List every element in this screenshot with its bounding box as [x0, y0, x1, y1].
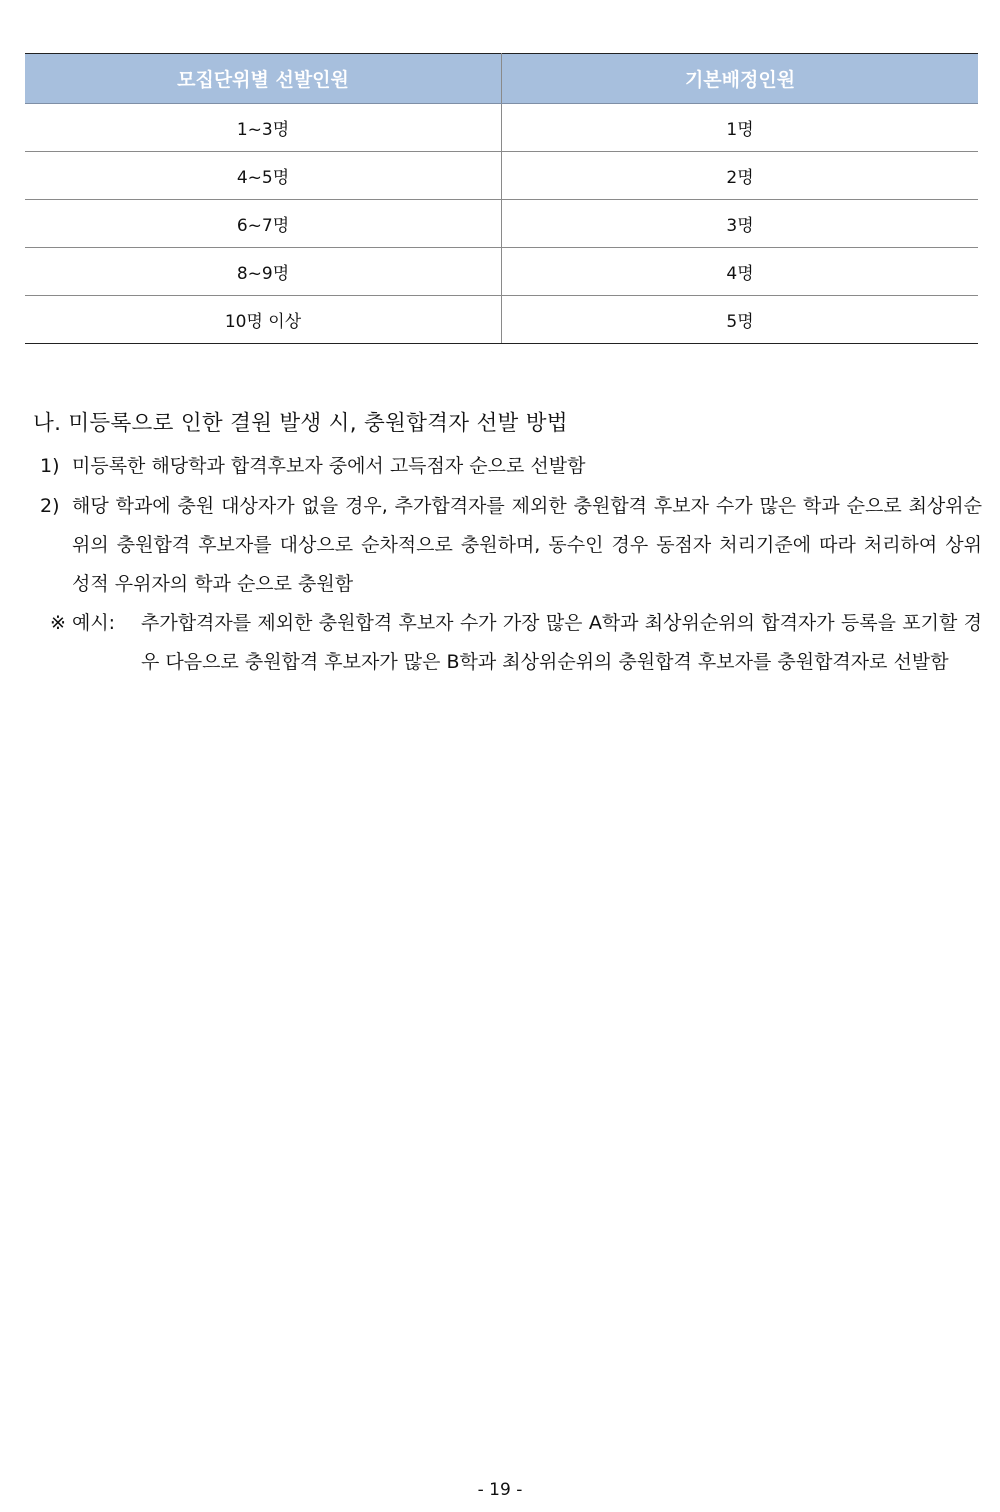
- cell-quota: 8~9명: [25, 248, 502, 296]
- item-number: 2): [40, 495, 60, 517]
- cell-quota: 4~5명: [25, 152, 502, 200]
- table-header-row: [25, 54, 978, 104]
- item-number: 1): [40, 455, 60, 477]
- note-text: 추가합격자를 제외한 충원합격 후보자 수가 가장 많은 A학과 최상위순위의 합격자가 등록을 포기할 경우 다음으로 충원합격 후보자가 많은 B학과 최상위순위의 충원합격 후보자를 충원합격자로 선발함: [141, 612, 982, 673]
- item-text: 미등록한 해당학과 합격후보자 중에서 고득점자 순으로 선발함: [72, 455, 586, 477]
- cell-allocation: 1명: [502, 104, 979, 152]
- cell-quota: 10명 이상: [25, 296, 502, 344]
- table-row: [25, 200, 978, 248]
- note-label: ※ 예시:: [50, 612, 116, 634]
- cell-allocation: 2명: [502, 152, 979, 200]
- table-row: [25, 104, 978, 152]
- table-row: [25, 296, 978, 344]
- cell-allocation: 3명: [502, 200, 979, 248]
- allocation-table: [25, 53, 978, 344]
- list-item: [40, 447, 982, 486]
- table-row: [25, 152, 978, 200]
- header-base-allocation: 기본배정인원: [502, 54, 979, 104]
- header-recruitment-quota: 모집단위별 선발인원: [25, 54, 502, 104]
- example-note: [50, 604, 982, 682]
- table-row: [25, 248, 978, 296]
- cell-quota: 1~3명: [25, 104, 502, 152]
- cell-quota: 6~7명: [25, 200, 502, 248]
- list-item: [40, 487, 982, 604]
- page-number: - 19 -: [477, 1480, 523, 1500]
- item-text: 해당 학과에 충원 대상자가 없을 경우, 추가합격자를 제외한 충원합격 후보자 수가 많은 학과 순으로 최상위순위의 충원합격 후보자를 대상으로 순차적으로 충원하며, 동수인 경우 동점자 처리기준에 따라 처리하여 상위 성적 우위자의 학과 순으로 충원함: [72, 495, 982, 595]
- cell-allocation: 5명: [502, 296, 979, 344]
- cell-allocation: 4명: [502, 248, 979, 296]
- section-heading: 나. 미등록으로 인한 결원 발생 시, 충원합격자 선발 방법: [33, 411, 568, 436]
